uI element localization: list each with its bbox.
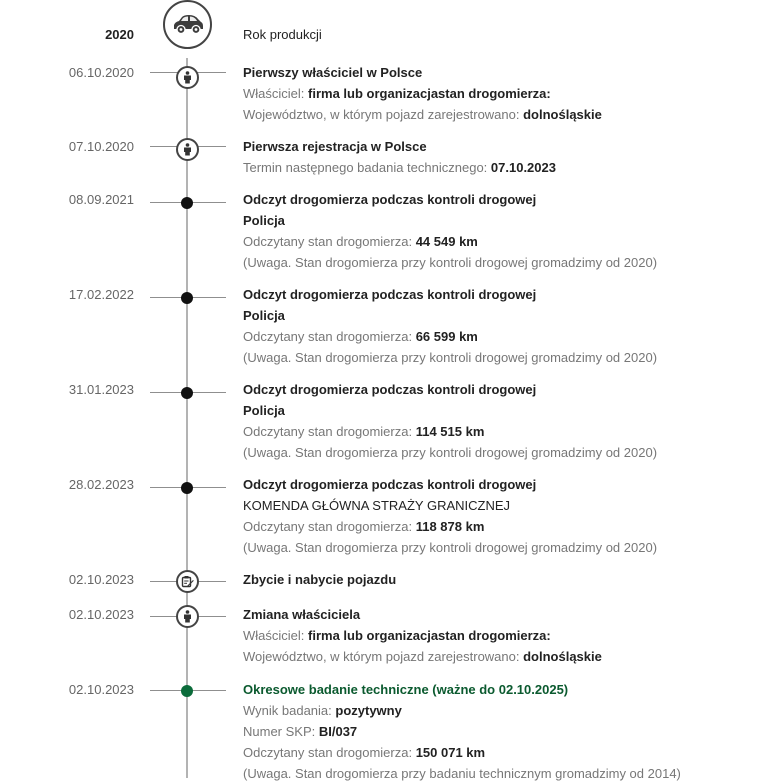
event-title: Odczyt drogomierza podczas kontroli drogowej (243, 477, 537, 492)
row-value: pozytywny (335, 703, 402, 718)
event-date: 02.10.2023 (68, 682, 134, 697)
event-row-owner (243, 83, 743, 104)
event-date: 28.02.2023 (68, 477, 134, 492)
event-title: Pierwsza rejestracja w Polsce (243, 139, 427, 154)
car-icon (163, 0, 212, 49)
row-value: firma lub organizacjastan drogomierza: (308, 628, 551, 643)
event-row-odometer (243, 742, 743, 763)
row-label: Właściciel: (243, 628, 309, 643)
event-row-next-inspection (243, 157, 743, 178)
row-value: dolnośląskie (523, 107, 602, 122)
row-label: Odczytany stan drogomierza: (243, 519, 416, 534)
row-value: dolnośląskie (523, 649, 602, 664)
event-note: (Uwaga. Stan drogomierza przy kontroli drogowej gromadzimy od 2020) (243, 540, 658, 555)
event-title: Rok produkcji (243, 27, 322, 42)
timeline-dot (181, 292, 193, 304)
row-label: Termin następnego badania technicznego: (243, 160, 491, 175)
row-value: 150 071 km (415, 745, 486, 760)
event-subtitle: Policja (243, 213, 285, 228)
event-title: Odczyt drogomierza podczas kontroli drogowej (243, 382, 537, 397)
event-note: (Uwaga. Stan drogomierza przy badaniu technicznym gromadzimy od 2014) (243, 766, 681, 781)
row-value: 114 515 km (415, 424, 485, 439)
event-row-voivodeship (243, 104, 743, 125)
row-value: 44 549 km (415, 234, 478, 249)
event-date: 17.02.2022 (68, 287, 134, 302)
event-date: 06.10.2020 (68, 65, 134, 80)
person-icon (176, 138, 199, 161)
row-label: Odczytany stan drogomierza: (243, 234, 416, 249)
event-row-voivodeship (243, 646, 743, 667)
row-value: firma lub organizacjastan drogomierza: (308, 86, 551, 101)
timeline-dot (181, 482, 193, 494)
event-title: Zmiana właściciela (243, 607, 361, 622)
event-row-skp-number (243, 721, 743, 742)
row-label: Właściciel: (243, 86, 309, 101)
timeline-dot (181, 197, 193, 209)
event-title: Zbycie i nabycie pojazdu (243, 572, 397, 587)
timeline-dot-inspection (181, 685, 193, 697)
row-label: Wynik badania: (243, 703, 336, 718)
person-icon (176, 605, 199, 628)
row-label: Odczytany stan drogomierza: (243, 745, 416, 760)
row-label: Odczytany stan drogomierza: (243, 329, 416, 344)
event-note: (Uwaga. Stan drogomierza przy kontroli drogowej gromadzimy od 2020) (243, 350, 658, 365)
event-row-owner (243, 625, 743, 646)
event-note: (Uwaga. Stan drogomierza przy kontroli drogowej gromadzimy od 2020) (243, 255, 658, 270)
event-date: 07.10.2020 (68, 139, 134, 154)
event-date: 02.10.2023 (68, 607, 134, 622)
event-row-odometer (243, 516, 743, 537)
event-row-odometer (243, 231, 743, 252)
event-title: Odczyt drogomierza podczas kontroli drogowej (243, 192, 537, 207)
row-label: Numer SKP: (243, 724, 319, 739)
row-label: Odczytany stan drogomierza: (243, 424, 416, 439)
timeline-axis (186, 58, 188, 778)
timeline-dot (181, 387, 193, 399)
event-subtitle: Policja (243, 308, 285, 323)
event-row-result (243, 700, 743, 721)
event-date: 2020 (105, 27, 134, 42)
event-title: Odczyt drogomierza podczas kontroli drogowej (243, 287, 537, 302)
event-date: 02.10.2023 (68, 572, 134, 587)
row-value: 66 599 km (415, 329, 478, 344)
event-title: Pierwszy właściciel w Polsce (243, 65, 423, 80)
person-icon (176, 66, 199, 89)
event-date: 31.01.2023 (68, 382, 134, 397)
event-note: (Uwaga. Stan drogomierza przy kontroli drogowej gromadzimy od 2020) (243, 445, 658, 460)
row-label: Województwo, w którym pojazd zarejestrowano: (243, 649, 524, 664)
event-title: Okresowe badanie techniczne (ważne do 02.10.2025) (243, 682, 569, 697)
row-value: 118 878 km (415, 519, 485, 534)
event-row-odometer (243, 326, 743, 347)
row-value: 07.10.2023 (490, 160, 556, 175)
row-label: Województwo, w którym pojazd zarejestrowano: (243, 107, 524, 122)
row-value: BI/037 (318, 724, 358, 739)
event-row-odometer (243, 421, 743, 442)
event-subtitle: Policja (243, 403, 285, 418)
document-edit-icon (176, 570, 199, 593)
event-date: 08.09.2021 (68, 192, 134, 207)
event-subtitle: KOMENDA GŁÓWNA STRAŻY GRANICZNEJ (243, 498, 511, 513)
